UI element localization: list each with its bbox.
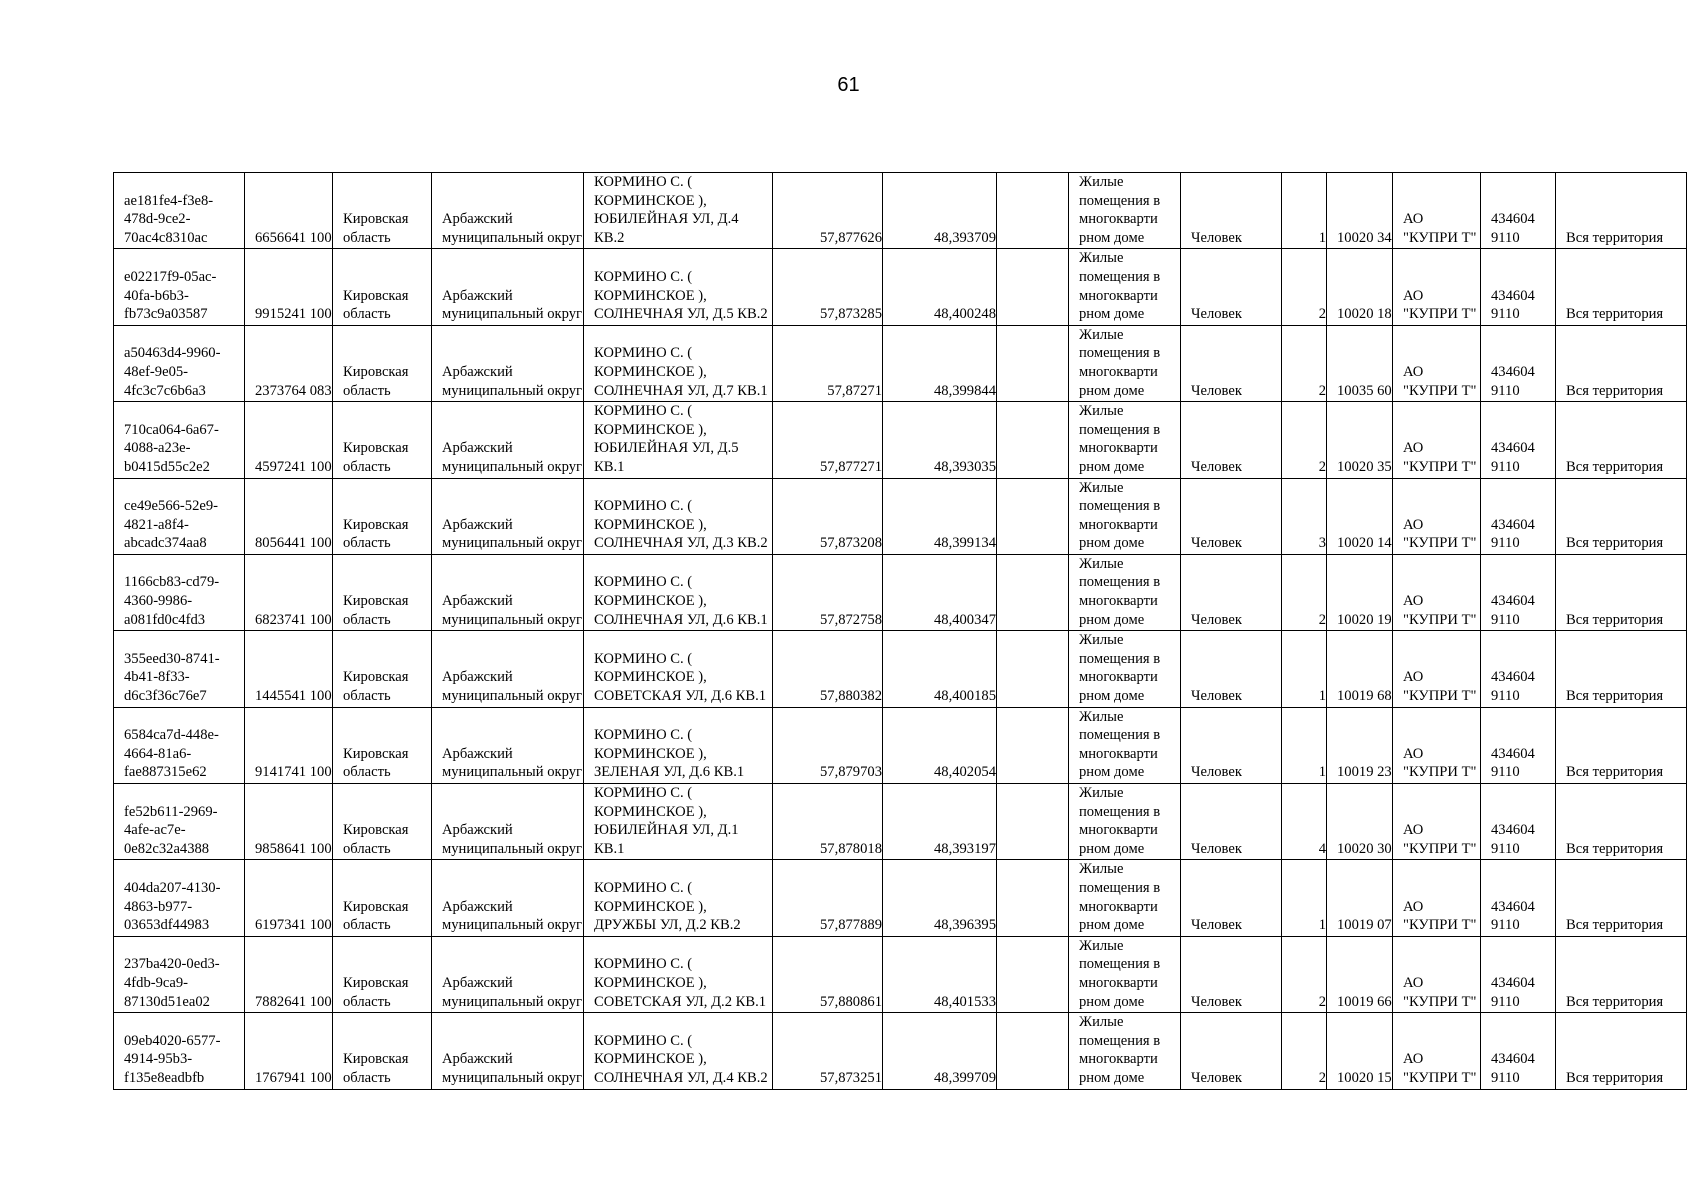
cell-longitude: 48,399844 [883, 325, 997, 401]
cell-inn: 434604 9110 [1481, 784, 1556, 860]
cell-code: 8056441 100 [245, 478, 333, 554]
cell-id: 404da207-4130-4863-b977-03653df44983 [114, 860, 245, 936]
cell-address: КОРМИНО С. ( КОРМИНСКОЕ ), СОЛНЕЧНАЯ УЛ, Д.3 КВ.2 [584, 478, 773, 554]
cell-inn: 434604 9110 [1481, 707, 1556, 783]
cell-region: Кировская область [333, 249, 432, 325]
cell-region: Кировская область [333, 936, 432, 1012]
cell-organization: АО "КУПРИ Т" [1393, 631, 1481, 707]
cell-area: Вся территория [1556, 173, 1687, 249]
cell-organization: АО "КУПРИ Т" [1393, 554, 1481, 630]
cell-count: 2 [1282, 249, 1327, 325]
cell-object-type: Жилые помещения в многокварти рном доме [1069, 249, 1181, 325]
cell-address: КОРМИНО С. ( КОРМИНСКОЕ ), СОЛНЕЧНАЯ УЛ, Д.4 КВ.2 [584, 1013, 773, 1089]
cell-address: КОРМИНО С. ( КОРМИНСКОЕ ), СОЛНЕЧНАЯ УЛ, Д.6 КВ.1 [584, 554, 773, 630]
cell-address: КОРМИНО С. ( КОРМИНСКОЕ ), СОВЕТСКАЯ УЛ, Д.6 КВ.1 [584, 631, 773, 707]
cell-empty [997, 173, 1069, 249]
cell-longitude: 48,400185 [883, 631, 997, 707]
cell-code: 6656641 100 [245, 173, 333, 249]
cell-longitude: 48,400248 [883, 249, 997, 325]
cell-organization: АО "КУПРИ Т" [1393, 249, 1481, 325]
cell-latitude: 57,879703 [773, 707, 883, 783]
cell-address: КОРМИНО С. ( КОРМИНСКОЕ ), ДРУЖБЫ УЛ, Д.2 КВ.2 [584, 860, 773, 936]
cell-organization: АО "КУПРИ Т" [1393, 478, 1481, 554]
table-row [114, 402, 1687, 478]
cell-id: ae181fe4-f3e8-478d-9ce2-70ac4c8310ac [114, 173, 245, 249]
cell-region: Кировская область [333, 325, 432, 401]
table-row [114, 707, 1687, 783]
cell-organization: АО "КУПРИ Т" [1393, 1013, 1481, 1089]
cell-object-type: Жилые помещения в многокварти рном доме [1069, 860, 1181, 936]
cell-inn: 434604 9110 [1481, 249, 1556, 325]
table-row [114, 860, 1687, 936]
cell-unit: Человек [1181, 631, 1282, 707]
table-row [114, 554, 1687, 630]
cell-ref-code: 10020 14 [1327, 478, 1393, 554]
cell-object-type: Жилые помещения в многокварти рном доме [1069, 554, 1181, 630]
cell-longitude: 48,396395 [883, 860, 997, 936]
table-row [114, 631, 1687, 707]
cell-address: КОРМИНО С. ( КОРМИНСКОЕ ), ЮБИЛЕЙНАЯ УЛ, Д.4 КВ.2 [584, 173, 773, 249]
cell-ref-code: 10020 30 [1327, 784, 1393, 860]
cell-id: 09eb4020-6577-4914-95b3-f135e8eadbfb [114, 1013, 245, 1089]
cell-longitude: 48,399134 [883, 478, 997, 554]
cell-object-type: Жилые помещения в многокварти рном доме [1069, 707, 1181, 783]
cell-code: 7882641 100 [245, 936, 333, 1012]
cell-area: Вся территория [1556, 784, 1687, 860]
cell-code: 9915241 100 [245, 249, 333, 325]
cell-district: Арбажский муниципальный округ [432, 402, 584, 478]
registry-table [113, 172, 1687, 1090]
cell-ref-code: 10035 60 [1327, 325, 1393, 401]
table-row [114, 325, 1687, 401]
cell-inn: 434604 9110 [1481, 631, 1556, 707]
cell-district: Арбажский муниципальный округ [432, 784, 584, 860]
cell-latitude: 57,873285 [773, 249, 883, 325]
cell-inn: 434604 9110 [1481, 478, 1556, 554]
cell-count: 2 [1282, 325, 1327, 401]
cell-unit: Человек [1181, 1013, 1282, 1089]
cell-empty [997, 402, 1069, 478]
cell-id: 6584ca7d-448e-4664-81a6-fae887315e62 [114, 707, 245, 783]
cell-object-type: Жилые помещения в многокварти рном доме [1069, 631, 1181, 707]
cell-code: 1767941 100 [245, 1013, 333, 1089]
cell-region: Кировская область [333, 554, 432, 630]
cell-count: 1 [1282, 631, 1327, 707]
cell-object-type: Жилые помещения в многокварти рном доме [1069, 173, 1181, 249]
cell-empty [997, 860, 1069, 936]
cell-area: Вся территория [1556, 402, 1687, 478]
cell-inn: 434604 9110 [1481, 1013, 1556, 1089]
cell-longitude: 48,393709 [883, 173, 997, 249]
cell-district: Арбажский муниципальный округ [432, 554, 584, 630]
cell-empty [997, 707, 1069, 783]
cell-area: Вся территория [1556, 1013, 1687, 1089]
cell-region: Кировская область [333, 631, 432, 707]
cell-district: Арбажский муниципальный округ [432, 249, 584, 325]
table-row [114, 936, 1687, 1012]
cell-empty [997, 478, 1069, 554]
cell-area: Вся территория [1556, 554, 1687, 630]
cell-area: Вся территория [1556, 936, 1687, 1012]
cell-organization: АО "КУПРИ Т" [1393, 784, 1481, 860]
cell-count: 2 [1282, 554, 1327, 630]
cell-ref-code: 10020 34 [1327, 173, 1393, 249]
cell-latitude: 57,880382 [773, 631, 883, 707]
cell-address: КОРМИНО С. ( КОРМИНСКОЕ ), СОВЕТСКАЯ УЛ, Д.2 КВ.1 [584, 936, 773, 1012]
cell-district: Арбажский муниципальный округ [432, 1013, 584, 1089]
cell-id: e02217f9-05ac-40fa-b6b3-fb73c9a03587 [114, 249, 245, 325]
cell-unit: Человек [1181, 936, 1282, 1012]
cell-empty [997, 1013, 1069, 1089]
cell-ref-code: 10019 07 [1327, 860, 1393, 936]
cell-organization: АО "КУПРИ Т" [1393, 860, 1481, 936]
cell-count: 1 [1282, 860, 1327, 936]
cell-area: Вся территория [1556, 860, 1687, 936]
cell-latitude: 57,873208 [773, 478, 883, 554]
cell-ref-code: 10019 66 [1327, 936, 1393, 1012]
cell-code: 6197341 100 [245, 860, 333, 936]
cell-organization: АО "КУПРИ Т" [1393, 325, 1481, 401]
cell-code: 2373764 083 [245, 325, 333, 401]
cell-longitude: 48,399709 [883, 1013, 997, 1089]
cell-code: 1445541 100 [245, 631, 333, 707]
cell-empty [997, 249, 1069, 325]
table-row [114, 173, 1687, 249]
cell-unit: Человек [1181, 249, 1282, 325]
cell-latitude: 57,873251 [773, 1013, 883, 1089]
table-row [114, 1013, 1687, 1089]
cell-count: 2 [1282, 402, 1327, 478]
cell-longitude: 48,402054 [883, 707, 997, 783]
cell-address: КОРМИНО С. ( КОРМИНСКОЕ ), ЮБИЛЕЙНАЯ УЛ, Д.5 КВ.1 [584, 402, 773, 478]
cell-longitude: 48,400347 [883, 554, 997, 630]
cell-district: Арбажский муниципальный округ [432, 325, 584, 401]
cell-object-type: Жилые помещения в многокварти рном доме [1069, 402, 1181, 478]
cell-inn: 434604 9110 [1481, 325, 1556, 401]
cell-latitude: 57,87271 [773, 325, 883, 401]
cell-area: Вся территория [1556, 325, 1687, 401]
cell-organization: АО "КУПРИ Т" [1393, 707, 1481, 783]
cell-ref-code: 10020 15 [1327, 1013, 1393, 1089]
cell-address: КОРМИНО С. ( КОРМИНСКОЕ ), ЗЕЛЕНАЯ УЛ, Д.6 КВ.1 [584, 707, 773, 783]
cell-unit: Человек [1181, 325, 1282, 401]
cell-id: 1166cb83-cd79-4360-9986-a081fd0c4fd3 [114, 554, 245, 630]
cell-empty [997, 325, 1069, 401]
cell-code: 9858641 100 [245, 784, 333, 860]
cell-unit: Человек [1181, 554, 1282, 630]
cell-object-type: Жилые помещения в многокварти рном доме [1069, 784, 1181, 860]
cell-object-type: Жилые помещения в многокварти рном доме [1069, 1013, 1181, 1089]
cell-code: 9141741 100 [245, 707, 333, 783]
cell-ref-code: 10020 19 [1327, 554, 1393, 630]
cell-empty [997, 631, 1069, 707]
cell-region: Кировская область [333, 402, 432, 478]
cell-address: КОРМИНО С. ( КОРМИНСКОЕ ), СОЛНЕЧНАЯ УЛ, Д.7 КВ.1 [584, 325, 773, 401]
cell-ref-code: 10019 23 [1327, 707, 1393, 783]
cell-id: 355eed30-8741-4b41-8f33-d6c3f36c76e7 [114, 631, 245, 707]
cell-unit: Человек [1181, 784, 1282, 860]
cell-count: 2 [1282, 936, 1327, 1012]
cell-id: fe52b611-2969-4afe-ac7e-0e82c32a4388 [114, 784, 245, 860]
cell-latitude: 57,877889 [773, 860, 883, 936]
cell-count: 4 [1282, 784, 1327, 860]
cell-unit: Человек [1181, 707, 1282, 783]
cell-count: 1 [1282, 707, 1327, 783]
cell-empty [997, 784, 1069, 860]
cell-inn: 434604 9110 [1481, 173, 1556, 249]
cell-address: КОРМИНО С. ( КОРМИНСКОЕ ), СОЛНЕЧНАЯ УЛ, Д.5 КВ.2 [584, 249, 773, 325]
cell-inn: 434604 9110 [1481, 402, 1556, 478]
cell-district: Арбажский муниципальный округ [432, 860, 584, 936]
cell-district: Арбажский муниципальный округ [432, 707, 584, 783]
cell-ref-code: 10019 68 [1327, 631, 1393, 707]
cell-longitude: 48,401533 [883, 936, 997, 1012]
cell-region: Кировская область [333, 860, 432, 936]
cell-unit: Человек [1181, 402, 1282, 478]
cell-empty [997, 554, 1069, 630]
cell-latitude: 57,872758 [773, 554, 883, 630]
cell-region: Кировская область [333, 173, 432, 249]
table-row [114, 249, 1687, 325]
cell-object-type: Жилые помещения в многокварти рном доме [1069, 325, 1181, 401]
cell-object-type: Жилые помещения в многокварти рном доме [1069, 936, 1181, 1012]
cell-area: Вся территория [1556, 249, 1687, 325]
cell-inn: 434604 9110 [1481, 860, 1556, 936]
cell-unit: Человек [1181, 173, 1282, 249]
cell-district: Арбажский муниципальный округ [432, 478, 584, 554]
cell-district: Арбажский муниципальный округ [432, 631, 584, 707]
cell-area: Вся территория [1556, 707, 1687, 783]
cell-organization: АО "КУПРИ Т" [1393, 936, 1481, 1012]
cell-organization: АО "КУПРИ Т" [1393, 402, 1481, 478]
cell-inn: 434604 9110 [1481, 936, 1556, 1012]
cell-id: a50463d4-9960-48ef-9e05-4fc3c7c6b6a3 [114, 325, 245, 401]
table-row [114, 478, 1687, 554]
cell-latitude: 57,877626 [773, 173, 883, 249]
cell-ref-code: 10020 35 [1327, 402, 1393, 478]
table-row [114, 784, 1687, 860]
cell-longitude: 48,393035 [883, 402, 997, 478]
cell-unit: Человек [1181, 478, 1282, 554]
cell-code: 6823741 100 [245, 554, 333, 630]
cell-district: Арбажский муниципальный округ [432, 936, 584, 1012]
cell-address: КОРМИНО С. ( КОРМИНСКОЕ ), ЮБИЛЕЙНАЯ УЛ, Д.1 КВ.1 [584, 784, 773, 860]
cell-count: 3 [1282, 478, 1327, 554]
cell-area: Вся территория [1556, 478, 1687, 554]
cell-region: Кировская область [333, 707, 432, 783]
cell-unit: Человек [1181, 860, 1282, 936]
cell-count: 1 [1282, 173, 1327, 249]
cell-id: 237ba420-0ed3-4fdb-9ca9-87130d51ea02 [114, 936, 245, 1012]
cell-region: Кировская область [333, 1013, 432, 1089]
cell-region: Кировская область [333, 784, 432, 860]
cell-object-type: Жилые помещения в многокварти рном доме [1069, 478, 1181, 554]
cell-empty [997, 936, 1069, 1012]
cell-organization: АО "КУПРИ Т" [1393, 173, 1481, 249]
cell-latitude: 57,877271 [773, 402, 883, 478]
cell-latitude: 57,880861 [773, 936, 883, 1012]
cell-area: Вся территория [1556, 631, 1687, 707]
cell-ref-code: 10020 18 [1327, 249, 1393, 325]
cell-longitude: 48,393197 [883, 784, 997, 860]
page-number: 61 [837, 74, 860, 96]
cell-id: ce49e566-52e9-4821-a8f4-abcadc374aa8 [114, 478, 245, 554]
cell-inn: 434604 9110 [1481, 554, 1556, 630]
cell-code: 4597241 100 [245, 402, 333, 478]
cell-latitude: 57,878018 [773, 784, 883, 860]
cell-count: 2 [1282, 1013, 1327, 1089]
cell-id: 710ca064-6a67-4088-a23e-b0415d55c2e2 [114, 402, 245, 478]
cell-district: Арбажский муниципальный округ [432, 173, 584, 249]
cell-region: Кировская область [333, 478, 432, 554]
